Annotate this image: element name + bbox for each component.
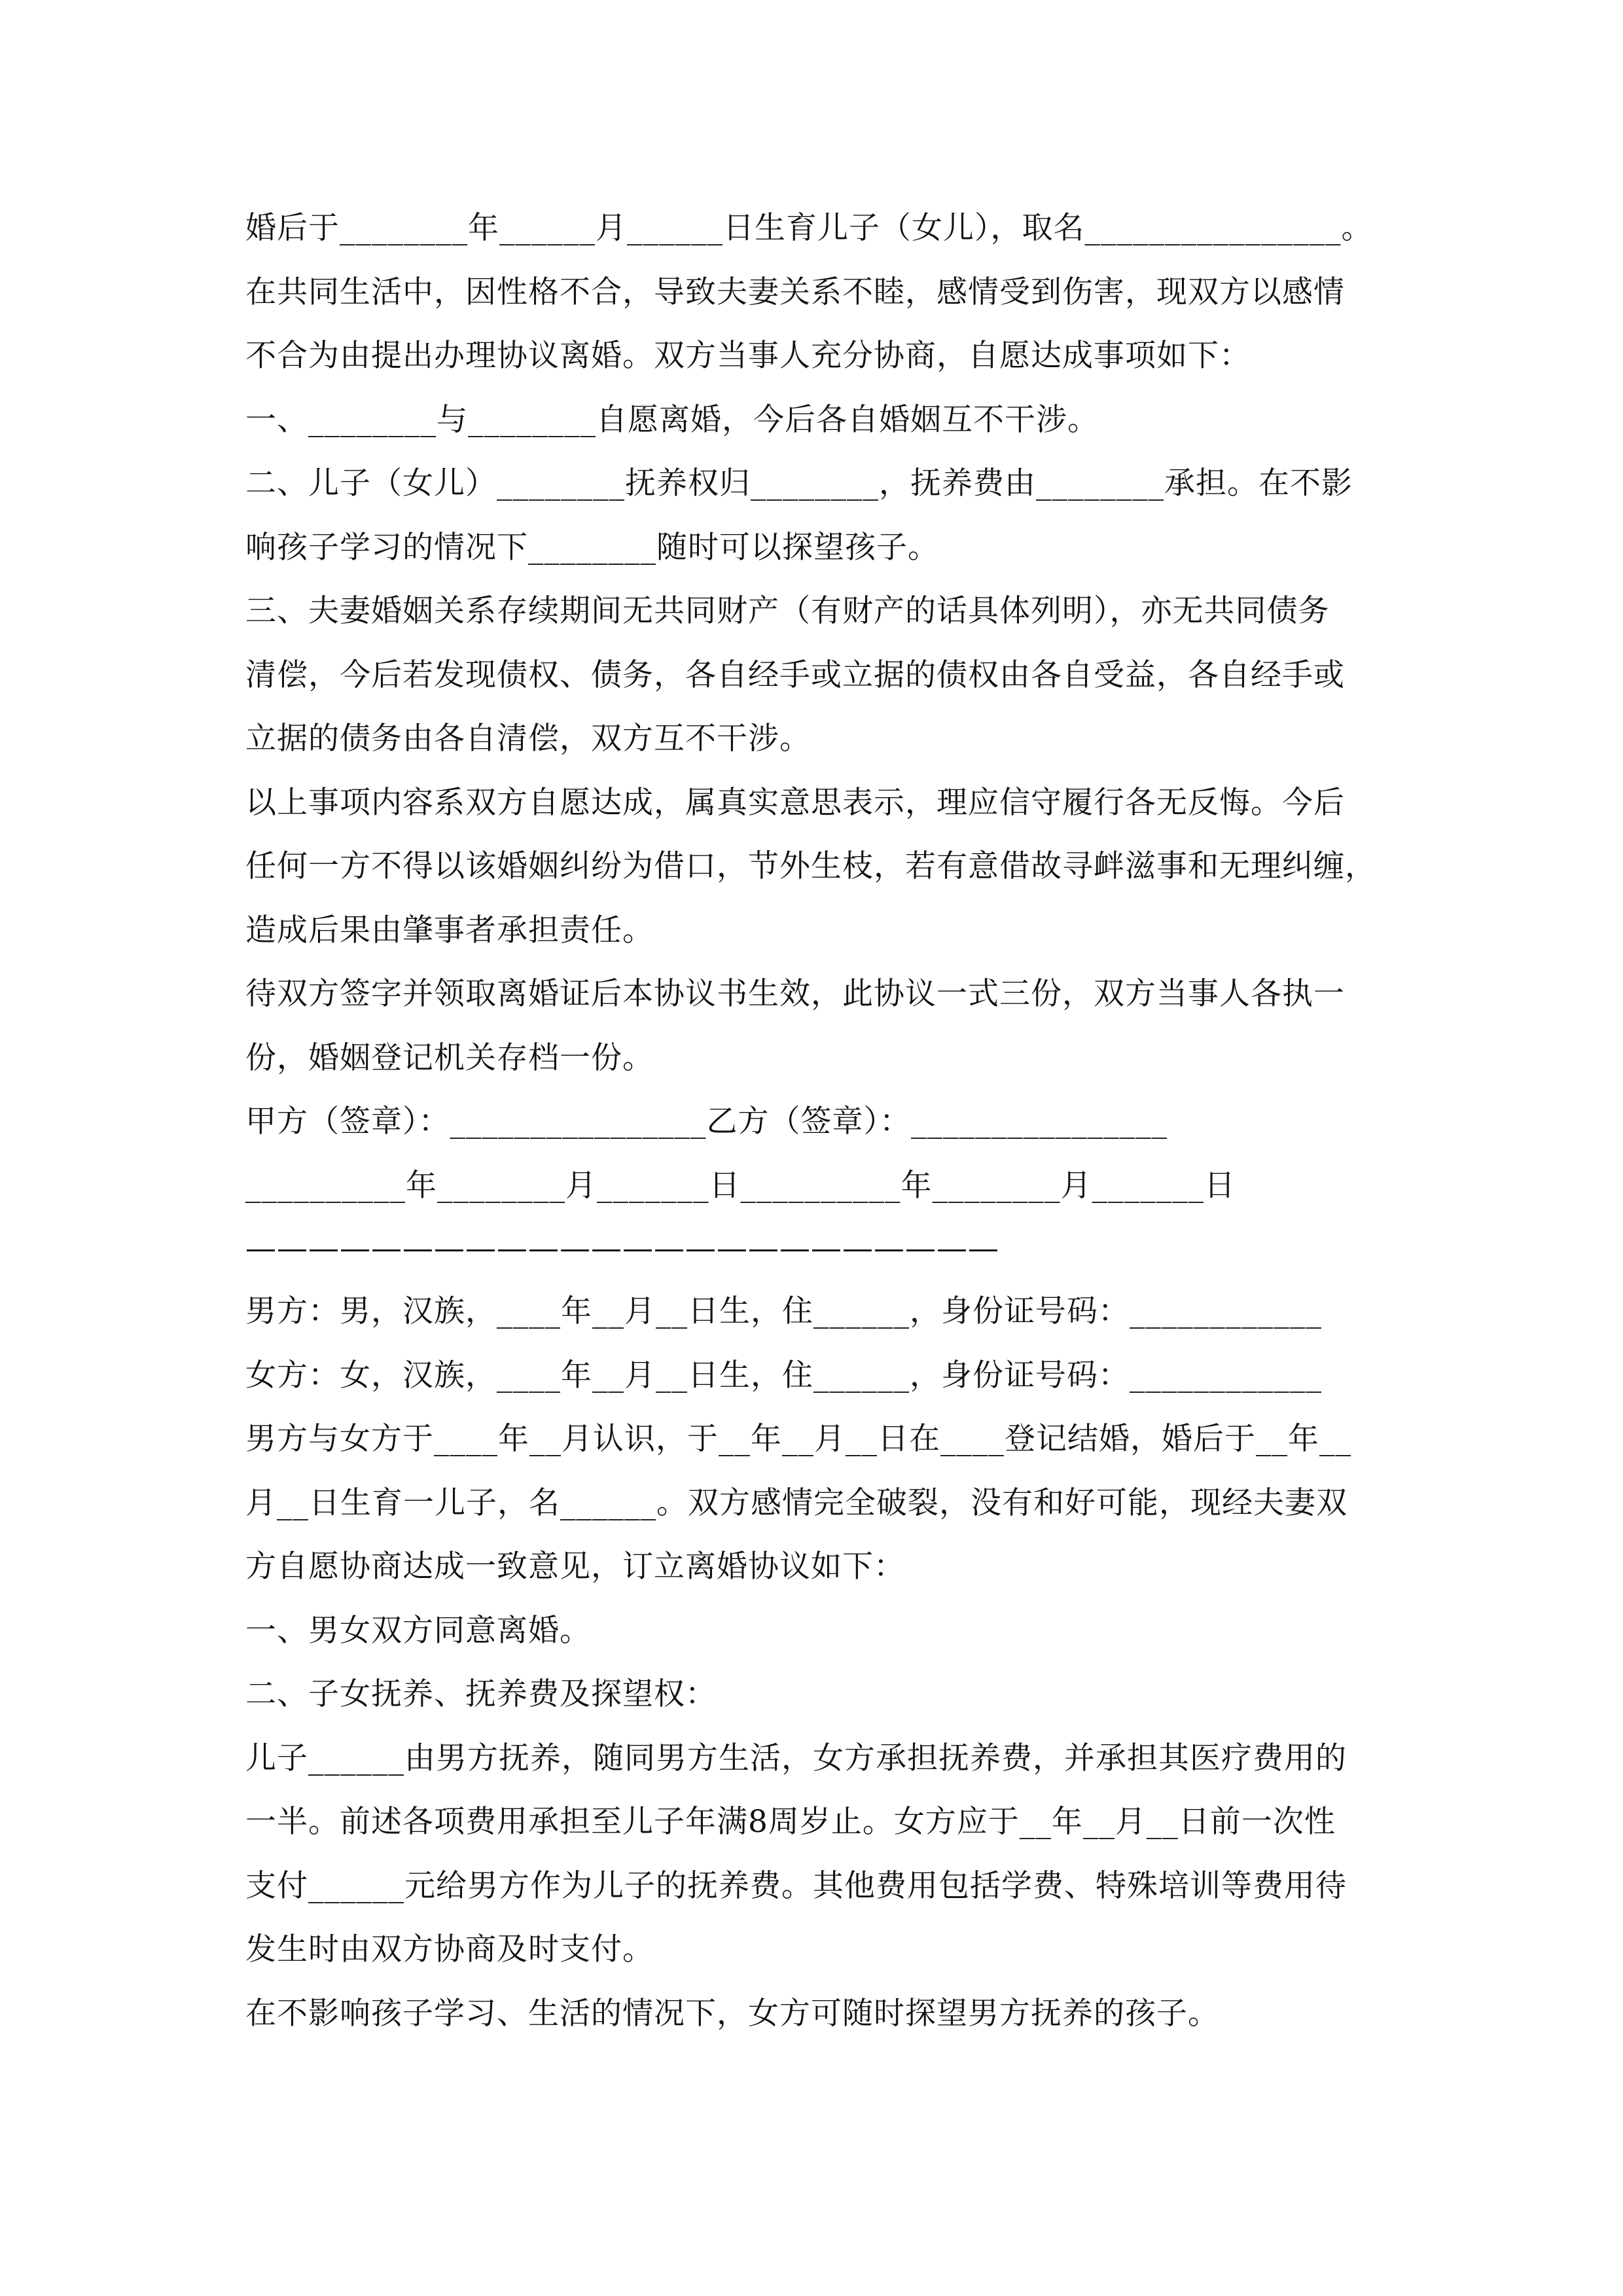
text-line: 响孩子学习的情况下________随时可以探望孩子。 [245, 529, 939, 565]
text-line: 在不影响孩子学习、生活的情况下，女方可随时探望男方抚养的孩子。 [245, 1995, 1219, 2032]
text-line: 女方：女，汉族，____年__月__日生，住______，身份证号码：____________ [245, 1357, 1322, 1393]
text-line: 方自愿协商达成一致意见，订立离婚协议如下： [245, 1549, 905, 1585]
text-line: 以上事项内容系双方自愿达成，属真实意思表示，理应信守履行各无反悔。今后 [245, 784, 1345, 821]
text-line: 儿子______由男方抚养，随同男方生活，女方承担抚养费，并承担其医疗费用的 [245, 1740, 1347, 1776]
separator-line: ———————————————————————— [245, 1230, 999, 1266]
text-line: 任何一方不得以该婚姻纠纷为借口，节外生枝，若有意借故寻衅滋事和无理纠缠， [245, 848, 1376, 884]
text-line: 在共同生活中，因性格不合，导致夫妻关系不睦，感情受到伤害，现双方以感情 [245, 274, 1345, 310]
text-line: 月__日生育一儿子，名______。双方感情完全破裂，没有和好可能，现经夫妻双 [245, 1484, 1347, 1521]
document-body [245, 196, 1391, 2045]
text-line: 发生时由双方协商及时支付。 [245, 1931, 654, 1967]
text-line: 三、夫妻婚姻关系存续期间无共同财产（有财产的话具体列明），亦无共同债务 [245, 593, 1330, 629]
text-line: 二、儿子（女儿）________抚养权归________，抚养费由________承担。在不影 [245, 465, 1353, 501]
text-line: 一半。前述各项费用承担至儿子年满8周岁止。女方应于__年__月__日前一次性 [245, 1804, 1336, 1840]
text-line: 不合为由提出办理协议离婚。双方当事人充分协商，自愿达成事项如下： [245, 338, 1251, 374]
signature-line: 甲方（签章）：________________乙方（签章）：________________ [245, 1103, 1168, 1139]
text-line: 份，婚姻登记机关存档一份。 [245, 1039, 654, 1076]
text-line: 支付______元给男方作为儿子的抚养费。其他费用包括学费、特殊培训等费用待 [245, 1867, 1347, 1904]
text-line: 清偿，今后若发现债权、债务，各自经手或立据的债权由各自受益，各自经手或 [245, 656, 1345, 693]
text-line: 男方与女方于____年__月认识，于__年__月__日在____登记结婚，婚后于__年__ [245, 1421, 1351, 1457]
text-line: 二、子女抚养、抚养费及探望权： [245, 1676, 717, 1712]
text-line: 男方：男，汉族，____年__月__日生，住______，身份证号码：____________ [245, 1293, 1322, 1329]
text-line: 一、________与________自愿离婚，今后各自婚姻互不干涉。 [245, 401, 1099, 438]
text-line: 待双方签字并领取离婚证后本协议书生效，此协议一式三份，双方当事人各执一 [245, 976, 1345, 1012]
text-line: 造成后果由肇事者承担责任。 [245, 912, 654, 948]
date-line: __________年________月_______日__________年________月_______日 [245, 1167, 1236, 1204]
text-line: 一、男女双方同意离婚。 [245, 1612, 591, 1649]
text-line: 立据的债务由各自清偿，双方互不干涉。 [245, 721, 811, 757]
text-line: 婚后于________年______月______日生育儿子（女儿），取名________________。 [245, 210, 1373, 246]
